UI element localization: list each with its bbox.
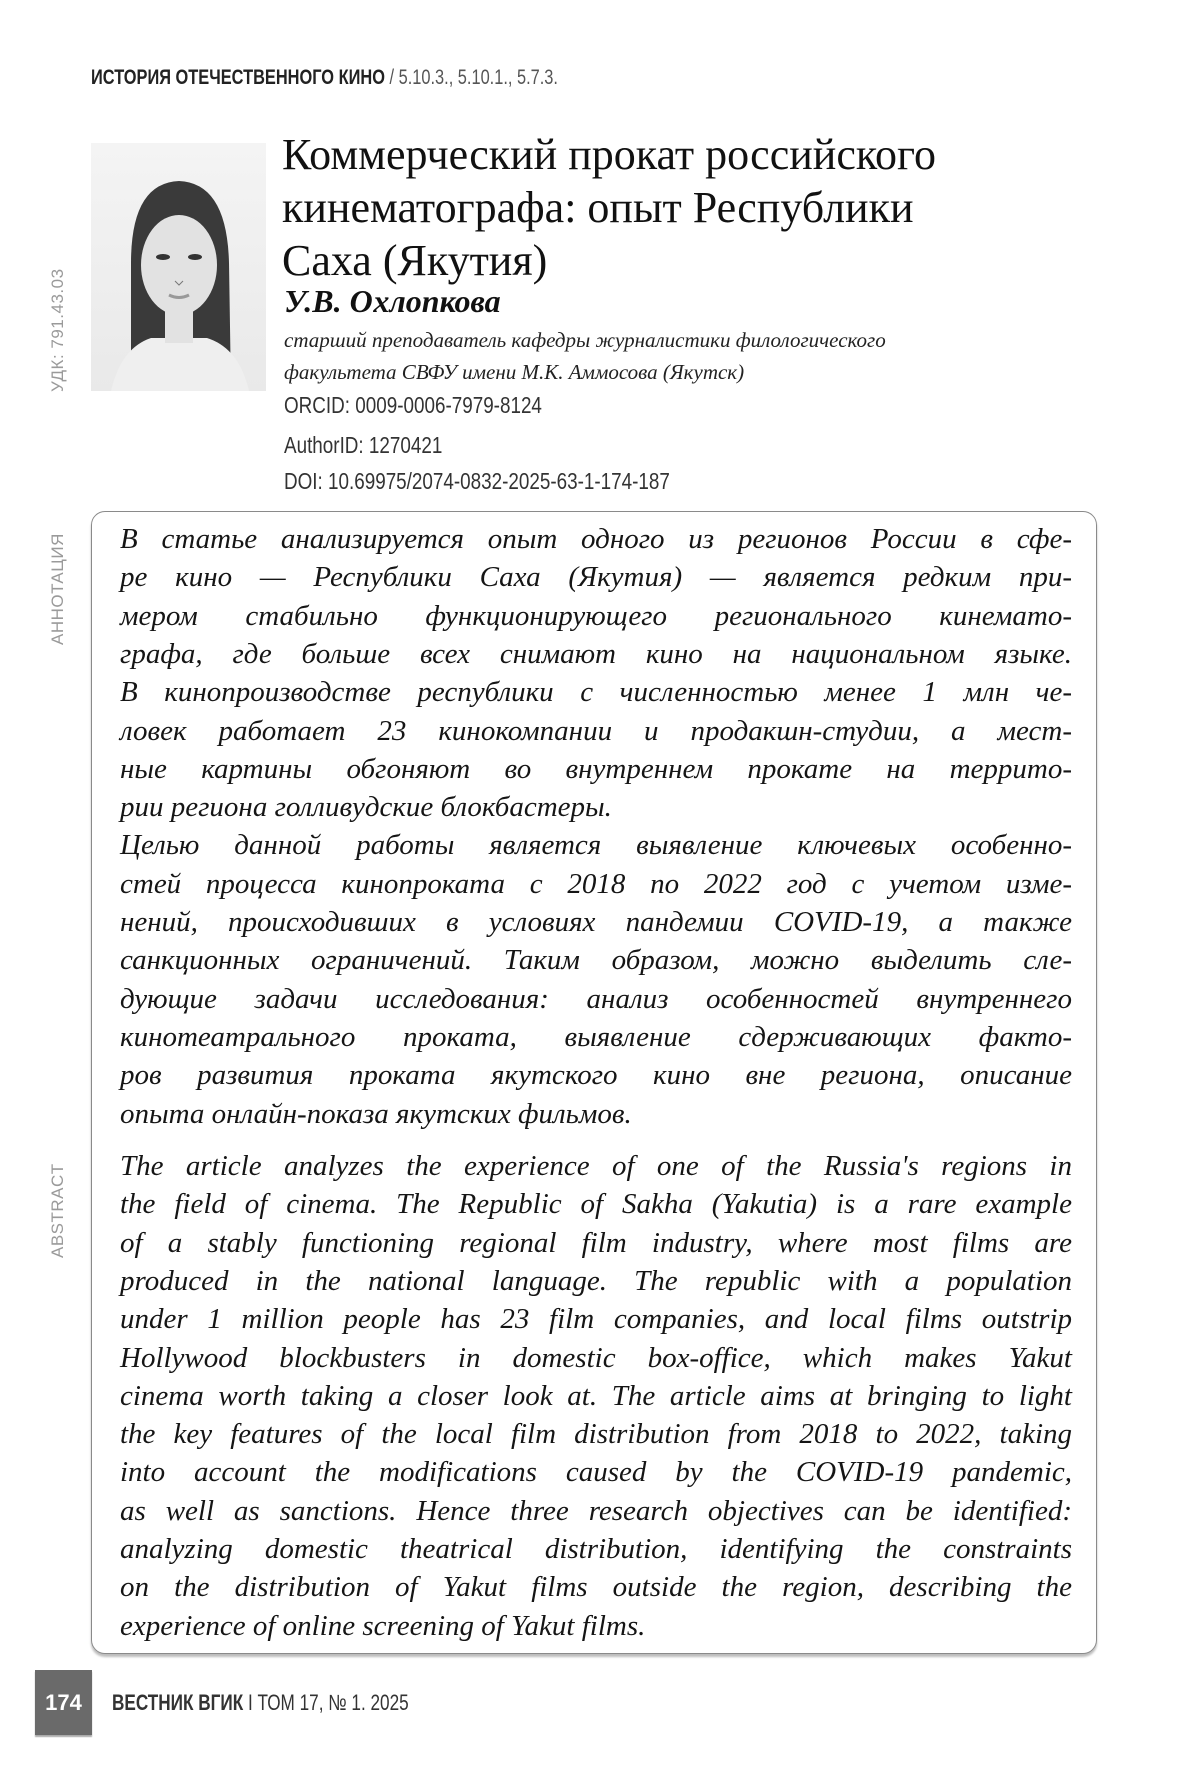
section-title: ИСТОРИЯ ОТЕЧЕСТВЕННОГО КИНО: [91, 66, 385, 89]
author-id: AuthorID: 1270421: [284, 432, 442, 459]
text-line: ре кино — Республики Саха (Якутия) — является редким при-: [120, 558, 1072, 596]
journal-name: ВЕСТНИК ВГИК: [112, 1690, 243, 1715]
text-line: кинотеатрального проката, выявление сдерживающих факто-: [120, 1018, 1072, 1056]
text-line: analyzing domestic theatrical distribution, identifying the constraints: [120, 1530, 1072, 1568]
title-line: Коммерческий прокат российского: [282, 128, 936, 181]
text-line: нений, происходивших в условиях пандемии COVID-19, а также: [120, 903, 1072, 941]
title-line: Саха (Якутия): [282, 234, 936, 287]
text-line: графа, где больше всех снимают кино на национальном языке.: [120, 635, 1072, 673]
text-line: дующие задачи исследования: анализ особенностей внутреннего: [120, 980, 1072, 1018]
text-line: under 1 million people has 23 film companies, and local films outstrip: [120, 1300, 1072, 1338]
text-line: мером стабильно функционирующего регионального кинемато-: [120, 597, 1072, 635]
text-line: санкционных ограничений. Таким образом, можно выделить сле-: [120, 941, 1072, 979]
text-line: В статье анализируется опыт одного из регионов России в сфе-: [120, 520, 1072, 558]
article-title: [282, 128, 936, 287]
text-line: ные картины обгоняют во внутреннем прокате на террито-: [120, 750, 1072, 788]
abstract-label: ABSTRACT: [48, 1163, 68, 1258]
text-line: В кинопроизводстве республики с численностью менее 1 млн че-: [120, 673, 1072, 711]
journal-issue: I ТОМ 17, № 1. 2025: [243, 1690, 408, 1715]
author-name: У.В. Охлопкова: [284, 283, 501, 320]
author-photo: [91, 143, 266, 391]
text-line: as well as sanctions. Hence three research objectives can be identified:: [120, 1492, 1072, 1530]
udk-label: УДК: 791.43.03: [48, 268, 68, 392]
text-line: ров развития проката якутского кино вне региона, описание: [120, 1056, 1072, 1094]
journal-footer: [112, 1690, 409, 1716]
section-header: [91, 66, 558, 90]
text-line: on the distribution of Yakut films outside the region, describing the: [120, 1568, 1072, 1606]
text-line: Целью данной работы является выявление ключевых особенно-: [120, 826, 1072, 864]
text-line: the field of cinema. The Republic of Sakha (Yakutia) is a rare example: [120, 1185, 1072, 1223]
text-line: the key features of the local film distribution from 2018 to 2022, taking: [120, 1415, 1072, 1453]
section-codes: / 5.10.3., 5.10.1., 5.7.3.: [385, 66, 558, 89]
text-line: The article analyzes the experience of one of the Russia's regions in: [120, 1147, 1072, 1185]
text-line: стей процесса кинопроката с 2018 по 2022 год с учетом изме-: [120, 865, 1072, 903]
text-line: ловек работает 23 кинокомпании и продакшн-студии, а мест-: [120, 712, 1072, 750]
text-line: experience of online screening of Yakut films.: [120, 1607, 1072, 1645]
text-line: cinema worth taking a closer look at. The article aims at bringing to light: [120, 1377, 1072, 1415]
orcid: ORCID: 0009-0006-7979-8124: [284, 392, 542, 419]
affiliation-line: старший преподаватель кафедры журналистики филологического: [284, 328, 886, 353]
text-line: опыта онлайн-показа якутских фильмов.: [120, 1095, 1072, 1133]
text-line: of a stably functioning regional film industry, where most films are: [120, 1224, 1072, 1262]
text-line: Hollywood blockbusters in domestic box-office, which makes Yakut: [120, 1339, 1072, 1377]
text-line: into account the modifications caused by the COVID-19 pandemic,: [120, 1453, 1072, 1491]
annotation-label: АННОТАЦИЯ: [48, 533, 68, 645]
title-line: кинематографа: опыт Республики: [282, 181, 936, 234]
text-line: produced in the national language. The republic with a population: [120, 1262, 1072, 1300]
text-line: рии региона голливудские блокбастеры.: [120, 788, 1072, 826]
affiliation-line: факультета СВФУ имени М.К. Аммосова (Якутск): [284, 360, 744, 385]
doi: DOI: 10.69975/2074-0832-2025-63-1-174-187: [284, 468, 670, 495]
page-number: 174: [35, 1690, 92, 1716]
